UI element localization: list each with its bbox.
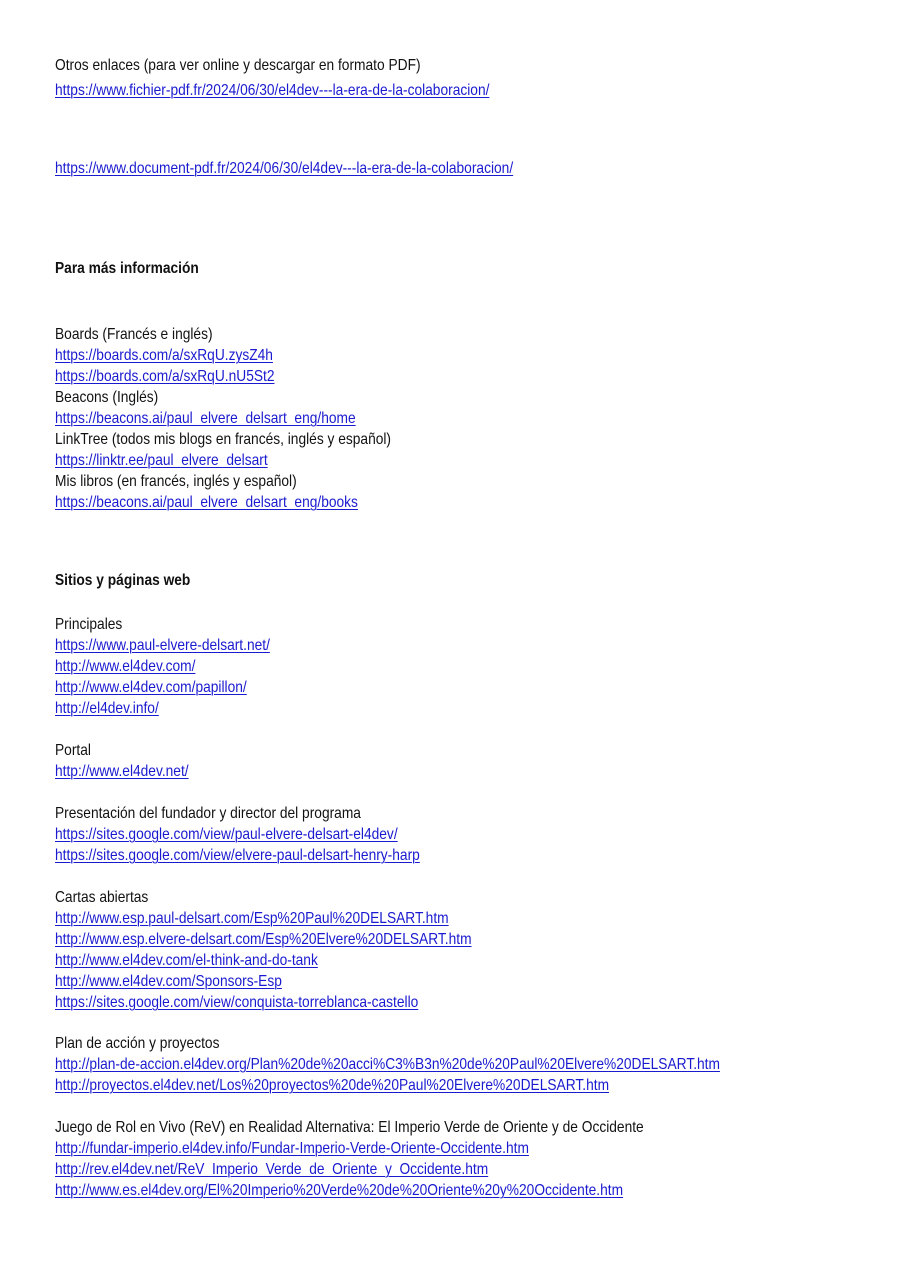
link-juego-2[interactable]: http://rev.el4dev.net/ReV_Imperio_Verde_de_Oriente_y_Occidente.htm	[55, 1161, 489, 1178]
boards-label: Boards (Francés e inglés)	[55, 326, 213, 343]
beacons-label: Beacons (Inglés)	[55, 389, 159, 406]
link-portal[interactable]: http://www.el4dev.net/	[55, 763, 189, 780]
principales-label: Principales	[55, 616, 123, 633]
link-boards-1[interactable]: https://boards.com/a/sxRqU.zysZ4h	[55, 347, 273, 364]
link-linktree[interactable]: https://linktr.ee/paul_elvere_delsart	[55, 452, 268, 469]
link-fichier-pdf[interactable]: https://www.fichier-pdf.fr/2024/06/30/el4dev---la-era-de-la-colaboracion/	[55, 82, 490, 99]
link-carta-4[interactable]: http://www.el4dev.com/Sponsors-Esp	[55, 973, 282, 990]
link-principal-4[interactable]: http://el4dev.info/	[55, 700, 159, 717]
link-presentacion-2[interactable]: https://sites.google.com/view/elvere-paul-delsart-henry-harp	[55, 847, 420, 864]
link-document-pdf[interactable]: https://www.document-pdf.fr/2024/06/30/el4dev---la-era-de-la-colaboracion/	[55, 160, 514, 177]
link-principal-1[interactable]: https://www.paul-elvere-delsart.net/	[55, 637, 270, 654]
link-carta-1[interactable]: http://www.esp.paul-delsart.com/Esp%20Paul%20DELSART.htm	[55, 910, 449, 927]
heading-para-mas-informacion: Para más información	[55, 260, 199, 277]
link-plan-1[interactable]: http://plan-de-accion.el4dev.org/Plan%20de%20acci%C3%B3n%20de%20Paul%20Elvere%20DELSART.htm	[55, 1056, 720, 1073]
link-presentacion-1[interactable]: https://sites.google.com/view/paul-elvere-delsart-el4dev/	[55, 826, 398, 843]
link-plan-2[interactable]: http://proyectos.el4dev.net/Los%20proyectos%20de%20Paul%20Elvere%20DELSART.htm	[55, 1077, 610, 1094]
plan-label: Plan de acción y proyectos	[55, 1035, 220, 1052]
portal-label: Portal	[55, 742, 91, 759]
link-carta-3[interactable]: http://www.el4dev.com/el-think-and-do-tank	[55, 952, 318, 969]
link-juego-1[interactable]: http://fundar-imperio.el4dev.info/Fundar-Imperio-Verde-Oriente-Occidente.htm	[55, 1140, 529, 1157]
cartas-label: Cartas abiertas	[55, 889, 149, 906]
link-beacons-books[interactable]: https://beacons.ai/paul_elvere_delsart_eng/books	[55, 494, 358, 511]
linktree-label: LinkTree (todos mis blogs en francés, inglés y español)	[55, 431, 392, 448]
link-principal-2[interactable]: http://www.el4dev.com/	[55, 658, 196, 675]
heading-sitios-y-paginas-web: Sitios y páginas web	[55, 572, 191, 589]
link-juego-3[interactable]: http://www.es.el4dev.org/El%20Imperio%20Verde%20de%20Oriente%20y%20Occidente.htm	[55, 1182, 624, 1199]
otros-enlaces-label: Otros enlaces (para ver online y descargar en formato PDF)	[55, 57, 421, 74]
presentacion-label: Presentación del fundador y director del programa	[55, 805, 361, 822]
libros-label: Mis libros (en francés, inglés y español)	[55, 473, 297, 490]
link-boards-2[interactable]: https://boards.com/a/sxRqU.nU5St2	[55, 368, 275, 385]
link-carta-5[interactable]: https://sites.google.com/view/conquista-torreblanca-castello	[55, 994, 419, 1011]
link-principal-3[interactable]: http://www.el4dev.com/papillon/	[55, 679, 247, 696]
link-carta-2[interactable]: http://www.esp.elvere-delsart.com/Esp%20Elvere%20DELSART.htm	[55, 931, 472, 948]
link-beacons-home[interactable]: https://beacons.ai/paul_elvere_delsart_eng/home	[55, 410, 356, 427]
juego-label: Juego de Rol en Vivo (ReV) en Realidad Alternativa: El Imperio Verde de Oriente y de Occidente	[55, 1119, 644, 1136]
